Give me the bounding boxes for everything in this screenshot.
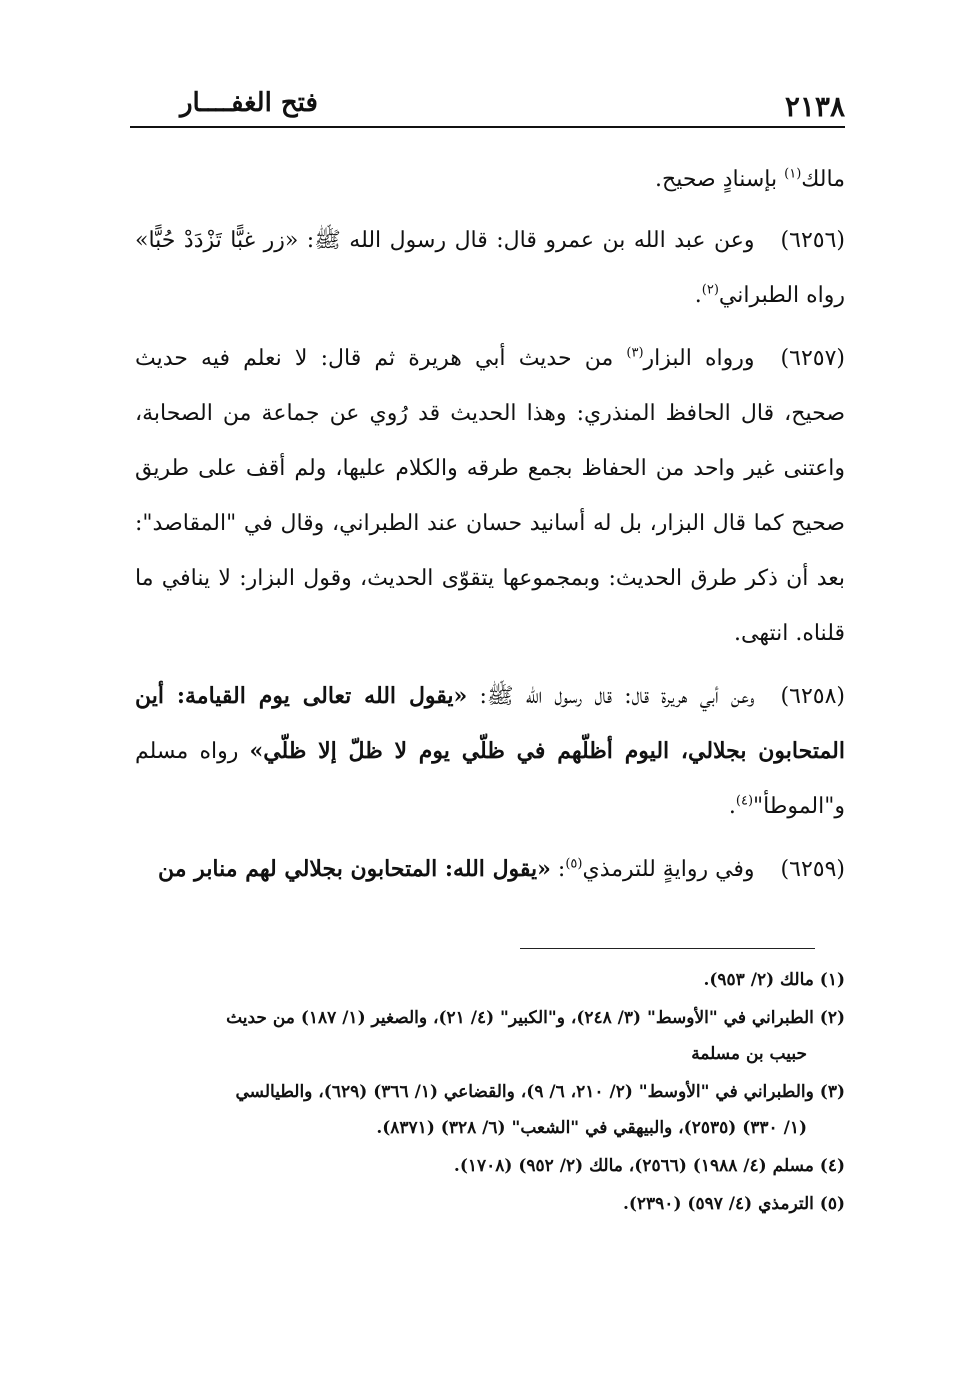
footnote-text: (٣) والطبراني في "الأوسط" (٢/ ٢١٠، ٦/ ٩)، والقضاعي (١/ ٣٦٦) (٦٢٩)، والطيالسي xyxy=(235,1082,845,1102)
hadith-quote: «يقول الله: المتحابون بجلالي لهم منابر من xyxy=(157,856,551,882)
footnote-continuation: (١/ ٣٣٠) (٢٥٣٥)، والبيهقي في "الشعب" (٦/ ٣٢٨) (٨٣٧١). xyxy=(376,1118,807,1138)
text: بإسنادٍ صحيح. xyxy=(655,167,785,192)
footnote-4: (٤) مسلم (٤/ ١٩٨٨) (٢٥٦٦)، مالك (٢/ ٩٥٢) (١٧٠٨). xyxy=(453,1156,845,1176)
text: . xyxy=(728,794,736,819)
footnote-text: (٢) الطبراني في "الأوسط" (٣/ ٢٤٨)، و"الكبير" (٤/ ٢١)، والصغير (١/ ١٨٧) من حديث xyxy=(226,1008,845,1028)
footnote-ref: (٢) xyxy=(701,282,719,298)
hadith-6259 xyxy=(135,842,845,897)
text: مالك xyxy=(801,167,845,192)
hadith-number: (٦٢٥٧) xyxy=(780,346,845,371)
footnote-1: (١) مالك (٢/ ٩٥٣). xyxy=(703,970,845,990)
text: رواه مسلم و"الموطأ" xyxy=(135,739,845,819)
footnote-ref: (٣) xyxy=(626,345,644,361)
hadith-number: (٦٢٥٦) xyxy=(780,228,845,253)
paragraph-continuation xyxy=(135,152,845,207)
text: ورواه البزار xyxy=(643,346,755,371)
page-header xyxy=(130,88,845,128)
footnote-ref: (١) xyxy=(784,166,802,182)
hadith-6256 xyxy=(135,213,845,323)
text: وعن أبي هريرة قال: قال رسول الله ﷺ: xyxy=(467,684,755,709)
main-text xyxy=(135,152,845,905)
footnote-rule xyxy=(520,948,815,949)
hadith-6257 xyxy=(135,331,845,661)
footnote-ref: (٤) xyxy=(735,793,754,809)
footnote-3 xyxy=(135,1074,845,1146)
hadith-number: (٦٢٥٨) xyxy=(780,684,845,709)
footnote-continuation: حبيب بن مسلمة xyxy=(691,1044,807,1064)
running-title: فتح الغفــــار xyxy=(180,88,318,118)
text: : xyxy=(550,857,566,882)
text: وعن عبد الله بن عمرو قال: قال رسول الله ﷺ: «زر غبًّا تَزْدَدْ حُبًّا» رواه الطبراني xyxy=(135,228,845,308)
text: من حديث أبي هريرة ثم قال: لا نعلم فيه حديث صحيح، قال الحافظ المنذري: وهذا الحديث قد رُوي عن جماعة من الصحابة، واعتنى غير واحد من الحفاظ بجمع طرقه والكلام عليها، ولم أقف على طريق صحيح كما قال البزار، بل له أسانيد حسان عند الطبراني، وقال في "المقاصد": بعد أن ذكر طرق الحديث: وبمجموعها يتقوّى الحديث، وقول البزار: لا ينافي ما قلناه. انتهى. xyxy=(135,346,845,646)
footnote-5: (٥) الترمذي (٤/ ٥٩٧) (٢٣٩٠). xyxy=(622,1194,845,1214)
text: وفي روايةٍ للترمذي xyxy=(582,857,755,882)
footnotes xyxy=(135,962,845,1224)
hadith-number: (٦٢٥٩) xyxy=(780,857,845,882)
hadith-6258 xyxy=(135,669,845,834)
text: . xyxy=(694,283,702,308)
header-rule xyxy=(130,126,845,128)
hadith-quote: «يقول الله تعالى يوم القيامة: أين المتحابون بجلالي، اليوم أظلّهم في ظلّي يوم لا ظلّ إلا ظلّي» xyxy=(135,683,845,764)
footnote-2 xyxy=(135,1000,845,1072)
page-number: ٢١٣٨ xyxy=(784,90,845,123)
footnote-ref: (٥) xyxy=(565,856,583,872)
